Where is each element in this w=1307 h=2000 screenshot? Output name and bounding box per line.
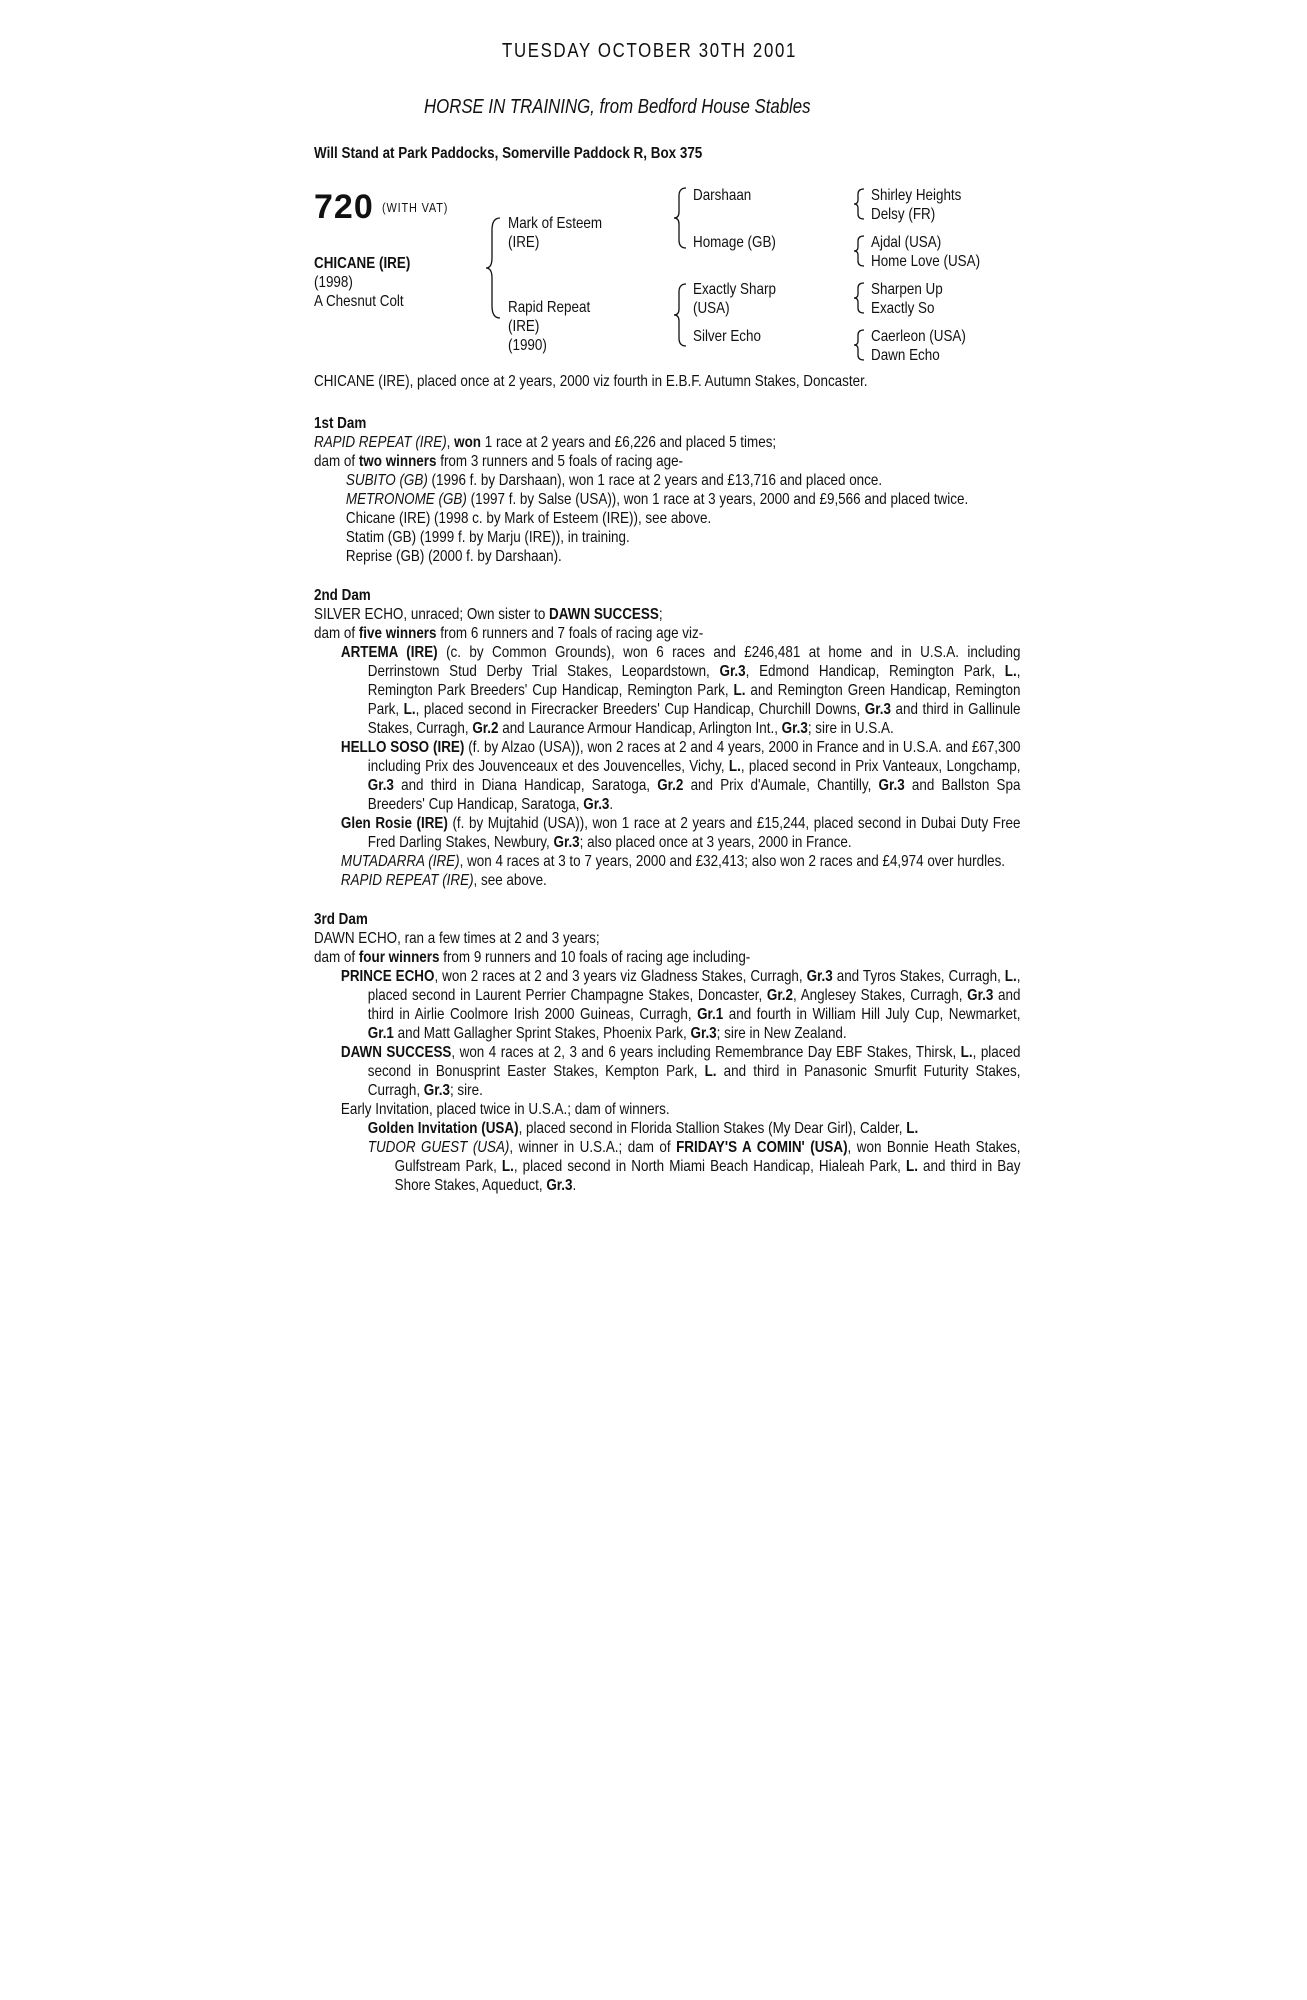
catalogue-body (314, 372, 1021, 1195)
horse-info (314, 254, 410, 311)
pedigree-brace-g4 (852, 328, 866, 362)
list-item: MUTADARRA (IRE), won 4 races at 3 to 7 years, 2000 and £32,413; also won 2 races and £4,974 over hurdles. (340, 853, 1006, 870)
list-item: Statim (GB) (1999 f. by Marju (IRE)), in training. (345, 529, 630, 546)
dam2-heading: 2nd Dam (314, 587, 371, 604)
list-item: DAWN SUCCESS, won 4 races at 2, 3 and 6 years including Remembrance Day EBF Stakes, Thirsk, L., placed second in Bonusprint Easter Stakes, Kempton Park, L. and third in Panasonic Smurfit Futurity Stakes, Curragh, Gr.3; sire. (340, 1044, 1021, 1099)
dam1-line1: RAPID REPEAT (IRE), won 1 race at 2 years and £6,226 and placed 5 times; (314, 434, 777, 451)
pedigree-g8: Dawn Echo (871, 347, 940, 364)
dam3-line1: DAWN ECHO, ran a few times at 2 and 3 years; (314, 930, 600, 947)
list-item: SUBITO (GB) (1996 f. by Darshaan), won 1 race at 2 years and £13,716 and placed once. (345, 472, 883, 489)
list-item: Reprise (GB) (2000 f. by Darshaan). (345, 548, 562, 565)
pedigree-g4: Home Love (USA) (871, 253, 981, 270)
pedigree-brace-g2 (852, 234, 866, 268)
pedigree-dam-sire: Exactly Sharp (USA) (693, 281, 776, 317)
dam2-line1: SILVER ECHO, unraced; Own sister to DAWN SUCCESS; (314, 606, 663, 623)
list-item: PRINCE ECHO, won 2 races at 2 and 3 years viz Gladness Stakes, Curragh, Gr.3 and Tyros Stakes, Curragh, L., placed second in Laurent Perrier Champagne Stakes, Doncaster, Gr.2, Anglesey Stakes, Curragh, Gr.3 and third in Airlie Coolmore Irish 2000 Guineas, Curragh, Gr.1 and fourth in William Hill July Cup, Newmarket, Gr.1 and Matt Gallagher Sprint Stakes, Phoenix Park, Gr.3; sire in New Zealand. (340, 968, 1021, 1042)
list-item: METRONOME (GB) (1997 f. by Salse (USA)), won 1 race at 3 years, 2000 and £9,566 and placed twice. (345, 491, 969, 508)
pedigree-g3: Ajdal (USA) (871, 234, 942, 251)
lot-number: 720 (314, 188, 374, 226)
pedigree-brace-sire (672, 186, 688, 250)
intro-text: CHICANE (IRE), placed once at 2 years, 2000 viz fourth in E.B.F. Autumn Stakes, Doncaster. (314, 373, 868, 390)
dam3-line2: dam of four winners from 9 runners and 10 foals of racing age including- (314, 949, 751, 966)
pedigree-brace-dam (672, 282, 688, 348)
list-item: Glen Rosie (IRE) (f. by Mujtahid (USA)), won 1 race at 2 years and £15,244, placed second in Dubai Duty Free Fred Darling Stakes, Newbury, Gr.3; also placed once at 3 years, 2000 in France. (340, 815, 1021, 851)
pedigree-g1: Shirley Heights (871, 187, 962, 204)
pedigree-dam-dam: Silver Echo (693, 328, 761, 345)
vat-note: (WITH VAT) (381, 200, 448, 215)
dam1-produce (314, 471, 1025, 566)
dam2-produce (314, 643, 1020, 890)
list-item: Chicane (IRE) (1998 c. by Mark of Esteem (IRE)), see above. (345, 510, 712, 527)
pedigree-g7: Caerleon (USA) (871, 328, 966, 345)
pedigree-sire: Mark of Esteem (IRE) (508, 215, 603, 251)
stand-location: Will Stand at Park Paddocks, Somerville Paddock R, Box 375 (314, 145, 703, 162)
pedigree-brace-g1 (852, 187, 866, 221)
list-item: RAPID REPEAT (IRE), see above. (340, 872, 547, 889)
horse-year: (1998) (314, 274, 353, 291)
pedigree-brace-main (484, 216, 504, 320)
lot-heading (314, 188, 461, 227)
list-item: HELLO SOSO (IRE) (f. by Alzao (USA)), won 2 races at 2 and 4 years, 2000 in France and in U.S.A. and £67,300 including Prix des Jouvenceaux et des Jouvencelles, Vichy, L., placed second in Prix Vanteaux, Longchamp, Gr.3 and third in Diana Handicap, Saratoga, Gr.2 and Prix d'Aumale, Chantilly, Gr.3 and Ballston Spa Breeders' Cup Handicap, Saratoga, Gr.3. (340, 739, 1021, 813)
pedigree-g6: Exactly So (871, 300, 935, 317)
pedigree-sire-dam: Homage (GB) (693, 234, 776, 251)
pedigree-dam: Rapid Repeat (IRE) (1990) (508, 299, 591, 354)
pedigree-sire-sire: Darshaan (693, 187, 752, 204)
dam1-line2: dam of two winners from 3 runners and 5 foals of racing age- (314, 453, 684, 470)
list-item: Golden Invitation (USA), placed second in Florida Stallion Stakes (My Dear Girl), Calder, L. (367, 1120, 919, 1137)
list-item: Early Invitation, placed twice in U.S.A.; dam of winners. (340, 1101, 670, 1118)
horse-name: CHICANE (IRE) (314, 255, 411, 272)
horse-description: A Chesnut Colt (314, 293, 404, 310)
dam3-produce (314, 967, 1020, 1195)
dam3-heading: 3rd Dam (314, 911, 368, 928)
dam2-line2: dam of five winners from 6 runners and 7 foals of racing age viz- (314, 625, 704, 642)
dam1-heading: 1st Dam (314, 415, 367, 432)
list-item: TUDOR GUEST (USA), winner in U.S.A.; dam of FRIDAY'S A COMIN' (USA), won Bonnie Heath Stakes, Gulfstream Park, L., placed second in North Miami Beach Handicap, Hialeah Park, L. and third in Bay Shore Stakes, Aqueduct, Gr.3. (367, 1139, 1021, 1194)
list-item: ARTEMA (IRE) (c. by Common Grounds), won 6 races and £246,481 at home and in U.S.A. including Derrinstown Stud Derby Trial Stakes, Leopardstown, Gr.3, Edmond Handicap, Remington Park, L., Remington Park Breeders' Cup Handicap, Remington Park, L. and Remington Green Handicap, Remington Park, L., placed second in Firecracker Breeders' Cup Handicap, Churchill Downs, Gr.3 and third in Gallinule Stakes, Curragh, Gr.2 and Laurance Armour Handicap, Arlington Int., Gr.3; sire in U.S.A. (340, 644, 1021, 737)
pedigree-g2: Delsy (FR) (871, 206, 936, 223)
pedigree-g5: Sharpen Up (871, 281, 943, 298)
sale-date: TUESDAY OCTOBER 30TH 2001 (502, 40, 798, 62)
pedigree-brace-g3 (852, 281, 866, 315)
page-subtitle: HORSE IN TRAINING, from Bedford House Stables (424, 96, 811, 118)
